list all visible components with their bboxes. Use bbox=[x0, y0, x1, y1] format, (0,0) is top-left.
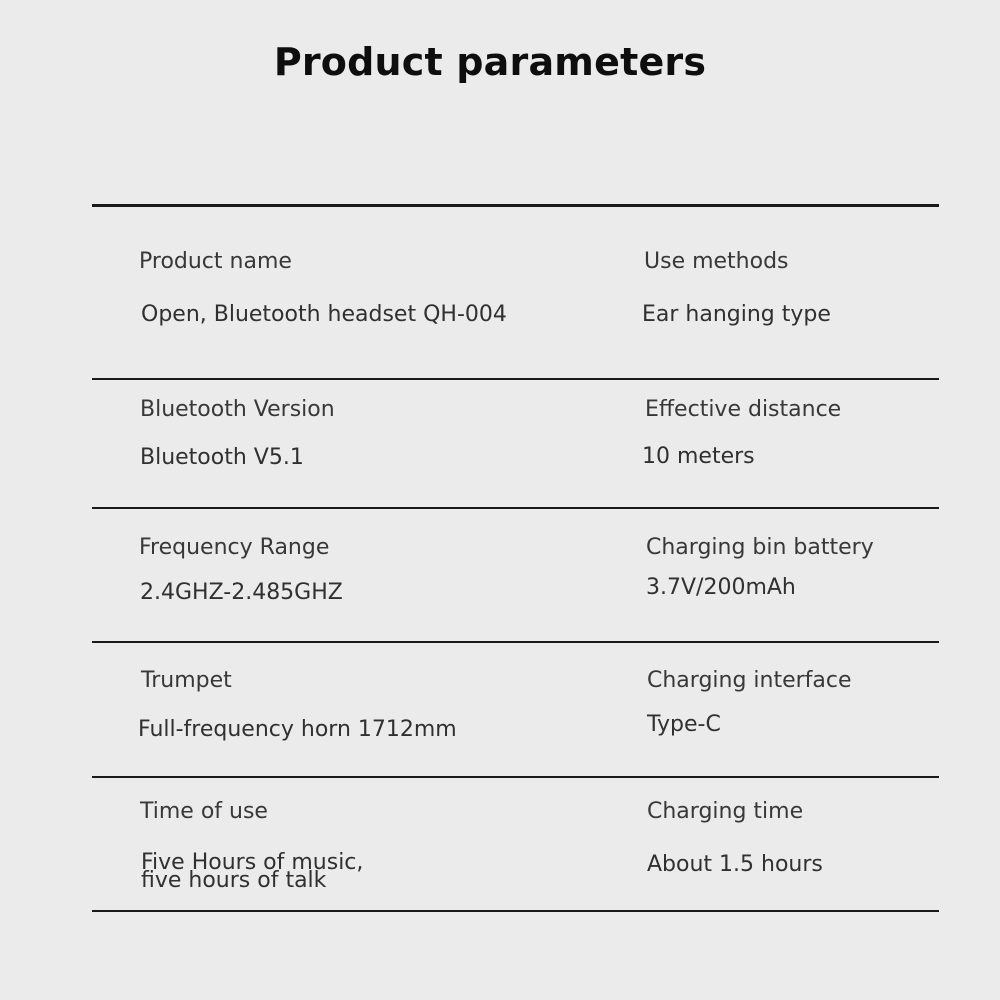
table-top-rule bbox=[92, 204, 939, 207]
time-of-use-value-line1: Five Hours of music, bbox=[141, 850, 364, 875]
charging-bin-battery-label: Charging bin battery bbox=[646, 535, 874, 560]
product-name-label: Product name bbox=[139, 249, 292, 274]
time-of-use-value bbox=[141, 850, 364, 893]
trumpet-value: Full-frequency horn 1712mm bbox=[138, 717, 457, 742]
charging-bin-battery-value: 3.7V/200mAh bbox=[646, 575, 796, 600]
effective-distance-value: 10 meters bbox=[642, 444, 755, 469]
row-divider bbox=[92, 641, 939, 643]
row-divider bbox=[92, 776, 939, 778]
table-bottom-rule bbox=[92, 910, 939, 912]
charging-time-value: About 1.5 hours bbox=[647, 852, 823, 877]
charging-time-label: Charging time bbox=[647, 799, 804, 824]
frequency-range-value: 2.4GHZ-2.485GHZ bbox=[140, 580, 343, 605]
time-of-use-value-line2: five hours of talk bbox=[141, 868, 327, 893]
use-methods-value: Ear hanging type bbox=[642, 302, 831, 327]
row-divider bbox=[92, 507, 939, 509]
page-title: Product parameters bbox=[273, 40, 707, 84]
trumpet-label: Trumpet bbox=[141, 668, 232, 693]
product-name-value: Open, Bluetooth headset QH-004 bbox=[141, 302, 507, 327]
bluetooth-version-value: Bluetooth V5.1 bbox=[140, 445, 304, 470]
time-of-use-label: Time of use bbox=[140, 799, 268, 824]
effective-distance-label: Effective distance bbox=[645, 397, 842, 422]
frequency-range-label: Frequency Range bbox=[139, 535, 330, 560]
charging-interface-label: Charging interface bbox=[647, 668, 852, 693]
bluetooth-version-label: Bluetooth Version bbox=[140, 397, 335, 422]
row-divider bbox=[92, 378, 939, 380]
use-methods-label: Use methods bbox=[644, 249, 789, 274]
charging-interface-value: Type-C bbox=[647, 712, 721, 737]
